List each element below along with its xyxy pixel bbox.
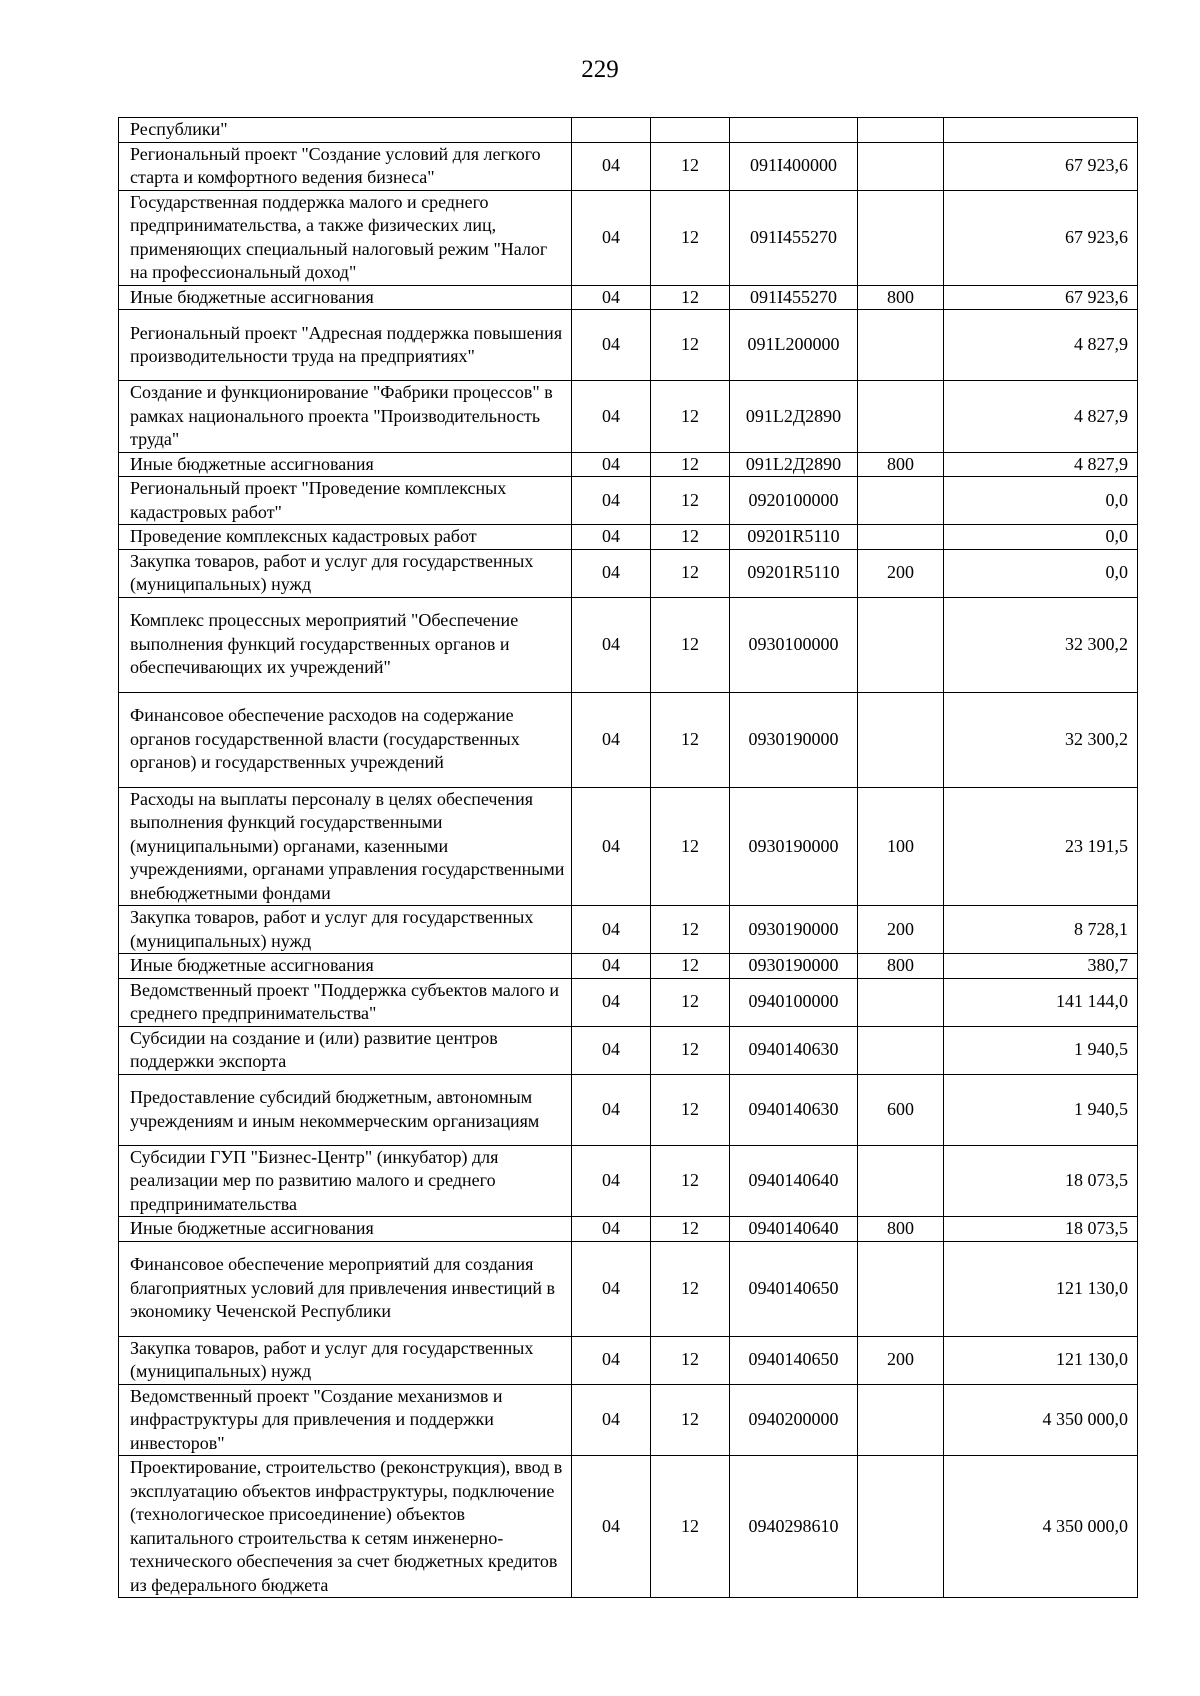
table-row (119, 597, 1138, 692)
cell-expense-type: 200 (858, 549, 944, 597)
cell-name: Предоставление субсидий бюджетным, автономным учреждениям и иным некоммерческим организациям (119, 1074, 572, 1145)
cell-expense-type: 800 (858, 452, 944, 477)
cell-subsection: 12 (651, 1336, 730, 1384)
cell-name: Проектирование, строительство (реконструкция), ввод в эксплуатацию объектов инфраструктуры, подключение (технологическое присоединение) объектов капитального строительства к сетям инженерно-технического обеспечения за счет бюджетных кредитов из федерального бюджета (119, 1456, 572, 1598)
cell-section: 04 (572, 549, 651, 597)
cell-subsection: 12 (651, 1145, 730, 1217)
cell-expense-type: 800 (858, 285, 944, 310)
cell-name: Иные бюджетные ассигнования (119, 452, 572, 477)
cell-name: Ведомственный проект "Создание механизмов и инфраструктуры для привлечения и поддержки инвесторов" (119, 1384, 572, 1456)
cell-section: 04 (572, 692, 651, 787)
cell-subsection: 12 (651, 310, 730, 381)
cell-target-article: 0930190000 (730, 906, 858, 954)
table-row (119, 285, 1138, 310)
cell-name: Создание и функционирование "Фабрики процессов" в рамках национального проекта "Производительность труда" (119, 381, 572, 453)
cell-target-article: 09201R5110 (730, 549, 858, 597)
cell-name: Комплекс процессных мероприятий "Обеспечение выполнения функций государственных органов и обеспечивающих их учреждений" (119, 597, 572, 692)
cell-target-article: 0940200000 (730, 1384, 858, 1456)
cell-target-article: 0920100000 (730, 477, 858, 525)
table-row (119, 1241, 1138, 1336)
cell-name: Закупка товаров, работ и услуг для государственных (муниципальных) нужд (119, 1336, 572, 1384)
cell-name: Субсидии на создание и (или) развитие центров поддержки экспорта (119, 1026, 572, 1074)
cell-section: 04 (572, 142, 651, 190)
cell-section: 04 (572, 310, 651, 381)
cell-amount: 0,0 (944, 549, 1138, 597)
cell-name: Финансовое обеспечение мероприятий для создания благоприятных условий для привлечения инвестиций в экономику Чеченской Республики (119, 1241, 572, 1336)
cell-expense-type (858, 310, 944, 381)
table-row (119, 1145, 1138, 1217)
cell-expense-type (858, 381, 944, 453)
cell-amount: 18 073,5 (944, 1145, 1138, 1217)
cell-target-article: 0930190000 (730, 954, 858, 979)
cell-expense-type: 100 (858, 787, 944, 906)
cell-subsection: 12 (651, 549, 730, 597)
cell-section: 04 (572, 1241, 651, 1336)
budget-table (118, 117, 1138, 1598)
cell-subsection: 12 (651, 190, 730, 285)
cell-target-article: 0940140640 (730, 1145, 858, 1217)
cell-expense-type: 800 (858, 954, 944, 979)
cell-amount: 4 350 000,0 (944, 1456, 1138, 1598)
cell-amount: 67 923,6 (944, 142, 1138, 190)
cell-target-article: 091I455270 (730, 190, 858, 285)
cell-section: 04 (572, 381, 651, 453)
table-row (119, 1074, 1138, 1145)
cell-name: Расходы на выплаты персоналу в целях обеспечения выполнения функций государственными (муниципальными) органами, казенными учреждениями, органами управления государственными внебюджетными фондами (119, 787, 572, 906)
cell-target-article: 0940140650 (730, 1336, 858, 1384)
cell-name: Закупка товаров, работ и услуг для государственных (муниципальных) нужд (119, 549, 572, 597)
cell-subsection: 12 (651, 525, 730, 550)
cell-subsection: 12 (651, 1384, 730, 1456)
cell-expense-type: 200 (858, 906, 944, 954)
cell-amount: 1 940,5 (944, 1026, 1138, 1074)
table-row (119, 525, 1138, 550)
cell-name: Иные бюджетные ассигнования (119, 954, 572, 979)
cell-amount: 32 300,2 (944, 692, 1138, 787)
cell-target-article: 0940100000 (730, 978, 858, 1026)
cell-section: 04 (572, 190, 651, 285)
cell-name: Проведение комплексных кадастровых работ (119, 525, 572, 550)
cell-amount: 18 073,5 (944, 1217, 1138, 1242)
cell-amount: 23 191,5 (944, 787, 1138, 906)
cell-section: 04 (572, 1336, 651, 1384)
cell-section: 04 (572, 1217, 651, 1242)
cell-subsection: 12 (651, 477, 730, 525)
table-row (119, 452, 1138, 477)
cell-subsection: 12 (651, 787, 730, 906)
cell-section: 04 (572, 452, 651, 477)
cell-expense-type (858, 1241, 944, 1336)
cell-expense-type (858, 1456, 944, 1598)
cell-expense-type (858, 190, 944, 285)
cell-subsection (651, 118, 730, 143)
table-row (119, 1384, 1138, 1456)
table-row (119, 142, 1138, 190)
cell-target-article: 091L200000 (730, 310, 858, 381)
cell-amount: 8 728,1 (944, 906, 1138, 954)
cell-section: 04 (572, 1456, 651, 1598)
cell-target-article: 0940140630 (730, 1026, 858, 1074)
table-row (119, 692, 1138, 787)
table-row (119, 381, 1138, 453)
cell-section: 04 (572, 1384, 651, 1456)
cell-target-article: 0930100000 (730, 597, 858, 692)
cell-amount: 141 144,0 (944, 978, 1138, 1026)
budget-table-body (119, 118, 1138, 1598)
cell-target-article: 0940140630 (730, 1074, 858, 1145)
cell-amount: 32 300,2 (944, 597, 1138, 692)
cell-subsection: 12 (651, 954, 730, 979)
cell-amount (944, 118, 1138, 143)
cell-expense-type (858, 692, 944, 787)
cell-name: Республики" (119, 118, 572, 143)
cell-target-article: 0940140640 (730, 1217, 858, 1242)
cell-amount: 0,0 (944, 525, 1138, 550)
cell-subsection: 12 (651, 452, 730, 477)
cell-target-article: 0930190000 (730, 692, 858, 787)
cell-section: 04 (572, 1074, 651, 1145)
cell-name: Иные бюджетные ассигнования (119, 285, 572, 310)
cell-expense-type (858, 597, 944, 692)
cell-expense-type (858, 142, 944, 190)
cell-subsection: 12 (651, 692, 730, 787)
cell-section (572, 118, 651, 143)
cell-amount: 380,7 (944, 954, 1138, 979)
cell-target-article: 0940140650 (730, 1241, 858, 1336)
table-row (119, 954, 1138, 979)
cell-target-article: 091L2Д2890 (730, 381, 858, 453)
cell-subsection: 12 (651, 906, 730, 954)
table-row (119, 978, 1138, 1026)
table-row (119, 906, 1138, 954)
table-row (119, 477, 1138, 525)
cell-subsection: 12 (651, 978, 730, 1026)
cell-expense-type: 800 (858, 1217, 944, 1242)
cell-expense-type: 600 (858, 1074, 944, 1145)
cell-name: Государственная поддержка малого и среднего предпринимательства, а также физических лиц, применяющих специальный налоговый режим "Налог на профессиональный доход" (119, 190, 572, 285)
cell-subsection: 12 (651, 597, 730, 692)
table-row (119, 1336, 1138, 1384)
cell-subsection: 12 (651, 1074, 730, 1145)
cell-section: 04 (572, 978, 651, 1026)
cell-subsection: 12 (651, 285, 730, 310)
cell-subsection: 12 (651, 1241, 730, 1336)
cell-target-article (730, 118, 858, 143)
cell-expense-type: 200 (858, 1336, 944, 1384)
table-row (119, 1026, 1138, 1074)
cell-section: 04 (572, 525, 651, 550)
table-row (119, 1456, 1138, 1598)
cell-section: 04 (572, 285, 651, 310)
cell-amount: 4 827,9 (944, 381, 1138, 453)
cell-target-article: 091I400000 (730, 142, 858, 190)
cell-subsection: 12 (651, 142, 730, 190)
cell-section: 04 (572, 1026, 651, 1074)
cell-expense-type (858, 525, 944, 550)
cell-name: Региональный проект "Адресная поддержка повышения производительности труда на предприятиях" (119, 310, 572, 381)
table-row (119, 310, 1138, 381)
cell-target-article: 091I455270 (730, 285, 858, 310)
cell-section: 04 (572, 597, 651, 692)
table-row (119, 190, 1138, 285)
cell-expense-type (858, 1145, 944, 1217)
cell-target-article: 091L2Д2890 (730, 452, 858, 477)
cell-amount: 0,0 (944, 477, 1138, 525)
table-row (119, 1217, 1138, 1242)
cell-amount: 67 923,6 (944, 190, 1138, 285)
cell-amount: 4 350 000,0 (944, 1384, 1138, 1456)
cell-section: 04 (572, 477, 651, 525)
page-number: 229 (581, 56, 619, 83)
table-row (119, 787, 1138, 906)
cell-subsection: 12 (651, 1456, 730, 1598)
cell-name: Субсидии ГУП "Бизнес-Центр" (инкубатор) для реализации мер по развитию малого и среднего предпринимательства (119, 1145, 572, 1217)
cell-expense-type (858, 477, 944, 525)
cell-target-article: 0930190000 (730, 787, 858, 906)
cell-subsection: 12 (651, 1026, 730, 1074)
cell-name: Финансовое обеспечение расходов на содержание органов государственной власти (государственных органов) и государственных учреждений (119, 692, 572, 787)
cell-name: Региональный проект "Проведение комплексных кадастровых работ" (119, 477, 572, 525)
cell-amount: 4 827,9 (944, 452, 1138, 477)
table-row (119, 118, 1138, 143)
cell-expense-type (858, 1384, 944, 1456)
cell-amount: 121 130,0 (944, 1241, 1138, 1336)
cell-expense-type (858, 1026, 944, 1074)
cell-subsection: 12 (651, 1217, 730, 1242)
cell-amount: 67 923,6 (944, 285, 1138, 310)
cell-target-article: 09201R5110 (730, 525, 858, 550)
cell-section: 04 (572, 906, 651, 954)
cell-name: Иные бюджетные ассигнования (119, 1217, 572, 1242)
cell-amount: 4 827,9 (944, 310, 1138, 381)
cell-expense-type (858, 978, 944, 1026)
cell-expense-type (858, 118, 944, 143)
cell-name: Закупка товаров, работ и услуг для государственных (муниципальных) нужд (119, 906, 572, 954)
cell-section: 04 (572, 1145, 651, 1217)
cell-section: 04 (572, 787, 651, 906)
cell-section: 04 (572, 954, 651, 979)
cell-amount: 121 130,0 (944, 1336, 1138, 1384)
cell-target-article: 0940298610 (730, 1456, 858, 1598)
cell-name: Региональный проект "Создание условий для легкого старта и комфортного ведения бизнеса" (119, 142, 572, 190)
table-row (119, 549, 1138, 597)
cell-amount: 1 940,5 (944, 1074, 1138, 1145)
cell-subsection: 12 (651, 381, 730, 453)
cell-name: Ведомственный проект "Поддержка субъектов малого и среднего предпринимательства" (119, 978, 572, 1026)
